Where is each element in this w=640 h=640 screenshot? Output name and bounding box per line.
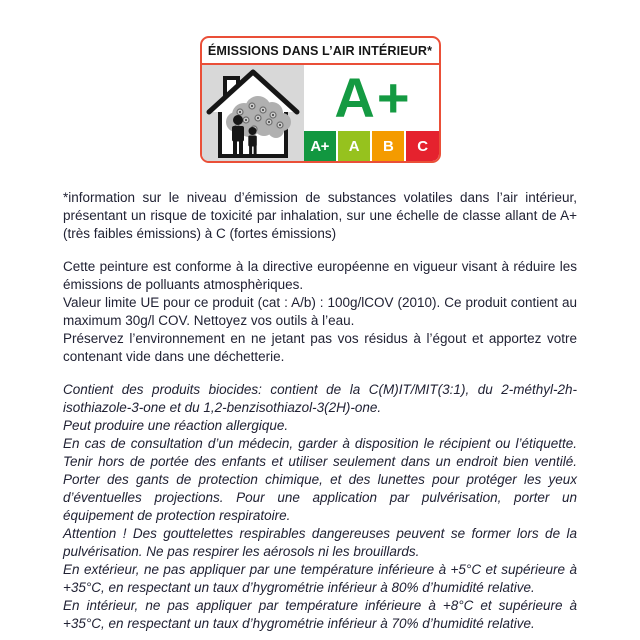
footnote-paragraph: *information sur le niveau d’émission de substances volatiles dans l’air intérieur, présentant un risque de toxicité par inhalation, sur une échelle de classe allant de A+ (très faibles émissions) à C (fortes émissions) bbox=[63, 190, 577, 241]
emission-scale bbox=[304, 131, 439, 161]
scale-grade-c bbox=[406, 131, 438, 161]
rating-panel bbox=[304, 65, 439, 161]
compliance-section bbox=[63, 258, 577, 366]
scale-grade-label: B bbox=[382, 137, 394, 155]
scale-grade-a bbox=[338, 131, 370, 161]
safety-line: Contient des produits biocides: contient de la C(M)IT/MIT(3:1), du 2-méthyl-2h-isothiazole-3-one et du 1,2-benzisothiazol-3(2H)-one. bbox=[63, 382, 577, 415]
compliance-line: Valeur limite UE pour ce produit (cat : A/b) : 100g/lCOV (2010). Ce produit contient au maximum 30g/l COV. Nettoyez vos outils à l’eau. bbox=[63, 295, 577, 328]
label-body bbox=[202, 65, 439, 161]
scale-grade-b bbox=[372, 131, 404, 161]
safety-line: Peut produire une réaction allergique. bbox=[63, 418, 289, 433]
safety-section bbox=[63, 381, 577, 633]
scale-grade-a-plus bbox=[304, 131, 336, 161]
scale-grade-label: C bbox=[417, 137, 428, 155]
compliance-line: Cette peinture est conforme à la directive européenne en vigueur visant à réduire les émissions de polluants atmosphèriques. bbox=[63, 259, 577, 292]
safety-line: En extérieur, ne pas appliquer par une température inférieure à +5°C et supérieure à +35°C, en respectant un taux d’hygrométrie inférieur à 80% d’humidité relative. bbox=[63, 562, 577, 595]
regulatory-text bbox=[63, 189, 577, 633]
safety-line: Attention ! Des gouttelettes respirables dangereuses peuvent se former lors de la pulvérisation. Ne pas respirer les aérosols ni les brouillards. bbox=[63, 526, 577, 559]
scale-grade-label: A bbox=[348, 137, 360, 155]
safety-line: En cas de consultation d’un médecin, garder à disposition le récipient ou l’étiquette. Tenir hors de portée des enfants et utiliser seulement dans un endroit bien ventilé. Porter des gants de protection chimique, et des lunettes pour protéger les yeux d’éventuelles projections. Pour une application par pulvérisation, porter un équipement de protection respiratoire. bbox=[63, 436, 577, 523]
emission-rating-value: A+ bbox=[334, 65, 412, 129]
house-pollution-icon bbox=[202, 65, 304, 161]
label-title: ÉMISSIONS DANS L’AIR INTÉRIEUR* bbox=[202, 38, 439, 65]
safety-line: En intérieur, ne pas appliquer par température inférieure à +8°C et supérieure à +35°C, en respectant un taux d’hygrométrie inférieur à 70% d’humidité relative. bbox=[63, 598, 577, 631]
house-panel bbox=[202, 65, 304, 161]
air-emissions-label bbox=[200, 36, 441, 163]
compliance-line: Préservez l’environnement en ne jetant pas vos résidus à l’égout et apportez votre contenant vide dans une déchetterie. bbox=[63, 331, 577, 364]
scale-grade-label: A+ bbox=[310, 137, 329, 155]
